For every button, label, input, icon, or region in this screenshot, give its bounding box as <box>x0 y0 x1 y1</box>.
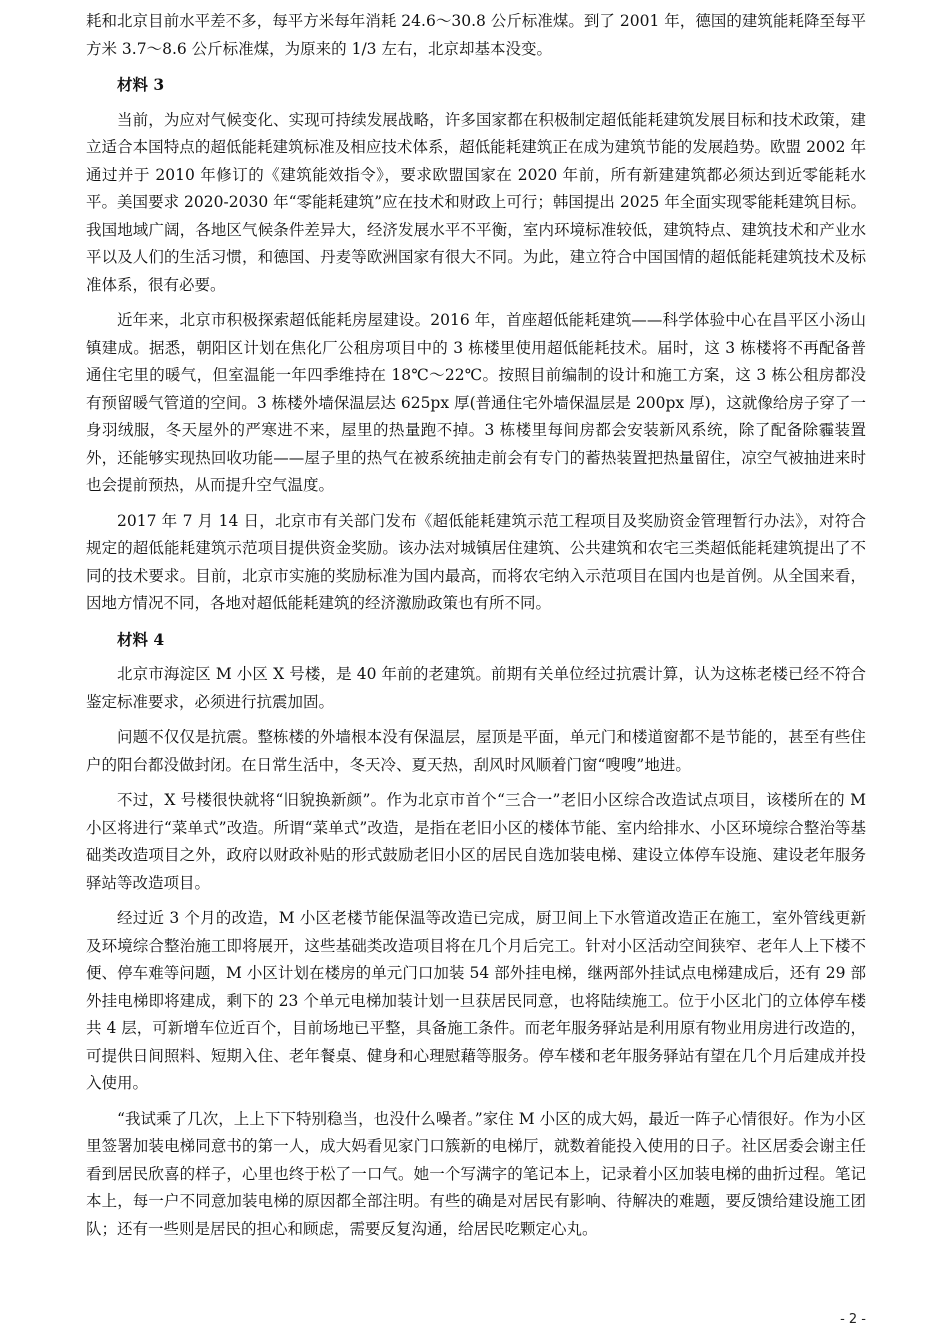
material-3-paragraph-3: 2017 年 7 月 14 日，北京市有关部门发布《超低能耗建筑示范工程项目及奖励资金管理暂行办法》，对符合规定的超低能耗建筑示范项目提供资金奖励。该办法对城镇居住建筑、公共建筑和农宅三类超低能耗建筑提出了不同的技术要求。目前，北京市实施的奖励标准为国内最高，而将农宅纳入示范项目在国内也是首例。从全国来看，因地方情况不同，各地对超低能耗建筑的经济激励政策也有所不同。 <box>86 511 866 612</box>
document-page <box>86 8 866 1251</box>
material-3-heading: 材料 3 <box>117 75 165 94</box>
intro-paragraph: 耗和北京目前水平差不多，每平方米每年消耗 24.6～30.8 公斤标准煤。到了 2001 年，德国的建筑能耗降至每平方米 3.7～8.6 公斤标准煤，为原来的 1/3 左右，北京却基本没变。 <box>86 12 866 58</box>
material-4-paragraph-2: 问题不仅仅是抗震。整栋楼的外墙根本没有保温层，屋顶是平面，单元门和楼道窗都不是节能的，甚至有些住户的阳台都没做封闭。在日常生活中，冬天冷、夏天热，刮风时风顺着门窗“嗖嗖”地进。 <box>86 728 866 774</box>
material-4-heading: 材料 4 <box>117 629 165 649</box>
material-4-paragraph-5: “我试乘了几次，上上下下特别稳当，也没什么噪者。”家住 M 小区的成大妈，最近一阵子心情很好。作为小区里签署加装电梯同意书的第一人，成大妈看见家门口簇新的电梯厅，就数着能投入使用的日子。社区居委会谢主任看到居民欣喜的样子，心里也终于松了一口气。她一个写满字的笔记本上，记录着小区加装电梯的曲折过程。笔记本上，每一户不同意加装电梯的原因都全部注明。有些的确是对居民有影响、待解决的难题，要反馈给建设施工团队；还有一些则是居民的担心和顾虑，需要反复沟通，给居民吃颗定心丸。 <box>86 1109 866 1238</box>
material-4-paragraph-3: 不过，X 号楼很快就将“旧貌换新颜”。作为北京市首个“三合一”老旧小区综合改造试点项目，该楼所在的 M 小区将进行“菜单式”改造。所谓“菜单式”改造，是指在老旧小区的楼体节能、室内给排水、小区环境综合整治等基础类改造项目之外，政府以财政补贴的形式鼓励老旧小区的居民自选加装电梯、建设立体停车设施、建设老年服务驿站等改造项目。 <box>86 791 866 892</box>
material-3-paragraph-1: 当前，为应对气候变化、实现可持续发展战略，许多国家都在积极制定超低能耗建筑发展目标和技术政策，建立适合本国特点的超低能耗建筑标准及相应技术体系，超低能耗建筑正在成为建筑节能的发展趋势。欧盟 2002 年通过并于 2010 年修订的《建筑能效指令》，要求欧盟国家在 2020 年前，所有新建建筑都必须达到近零能耗水平。美国要求 2020-2030 年“零能耗建筑”应在技术和财政上可行；韩国提出 2025 年全面实现零能耗建筑目标。我国地域广阔，各地区气候条件差异大，经济发展水平不平衡，室内环境标准较低，建筑特点、建筑技术和产业水平以及人们的生活习惯，和德国、丹麦等欧洲国家有很大不同。为此，建立符合中国国情的超低能耗建筑技术及标准体系，很有必要。 <box>86 110 866 294</box>
material-3-paragraph-2: 近年来，北京市积极探索超低能耗房屋建设。2016 年，首座超低能耗建筑——科学体验中心在昌平区小汤山镇建成。据悉，朝阳区计划在焦化厂公租房项目中的 3 栋楼里使用超低能耗技术。届时，这 3 栋楼将不再配备普通住宅里的暖气，但室温能一年四季维持在 18℃～22℃。按照目前编制的设计和施工方案，这 3 栋公租房都没有预留暖气管道的空间。3 栋楼外墙保温层达 625px 厚(普通住宅外墙保温层是 200px 厚)，这就像给房子穿了一身羽绒服，冬天屋外的严寒进不来，屋里的热量跑不掉。3 栋楼里每间房都会安装新风系统，除了配备除霾装置外，还能够实现热回收功能——屋子里的热气在被系统抽走前会有专门的蓄热装置把热量留住，凉空气被抽进来时也会提前预热，从而提升空气温度。 <box>86 311 866 494</box>
material-4-paragraph-4: 经过近 3 个月的改造，M 小区老楼节能保温等改造已完成，厨卫间上下水管道改造正在施工，室外管线更新及环境综合整治施工即将展开，这些基础类改造项目将在几个月后完工。针对小区活动空间狭窄、老年人上下楼不便、停车难等问题，M 小区计划在楼房的单元门口加装 54 部外挂电梯，继两部外挂试点电梯建成后，还有 29 部外挂电梯即将建成，剩下的 23 个单元电梯加装计划一旦获居民同意，也将陆续施工。位于小区北门的立体停车楼共 4 层，可新增车位近百个，目前场地已平整，具备施工条件。而老年服务驿站是利用原有物业用房进行改造的，可提供日间照料、短期入住、老年餐桌、健身和心理慰藉等服务。停车楼和老年服务驿站有望在几个月后建成并投入使用。 <box>86 909 866 1092</box>
material-4-paragraph-1: 北京市海淀区 M 小区 X 号楼，是 40 年前的老建筑。前期有关单位经过抗震计算，认为这栋老楼已经不符合鉴定标准要求，必须进行抗震加固。 <box>86 665 866 711</box>
page-number: - 2 - <box>840 1312 866 1327</box>
